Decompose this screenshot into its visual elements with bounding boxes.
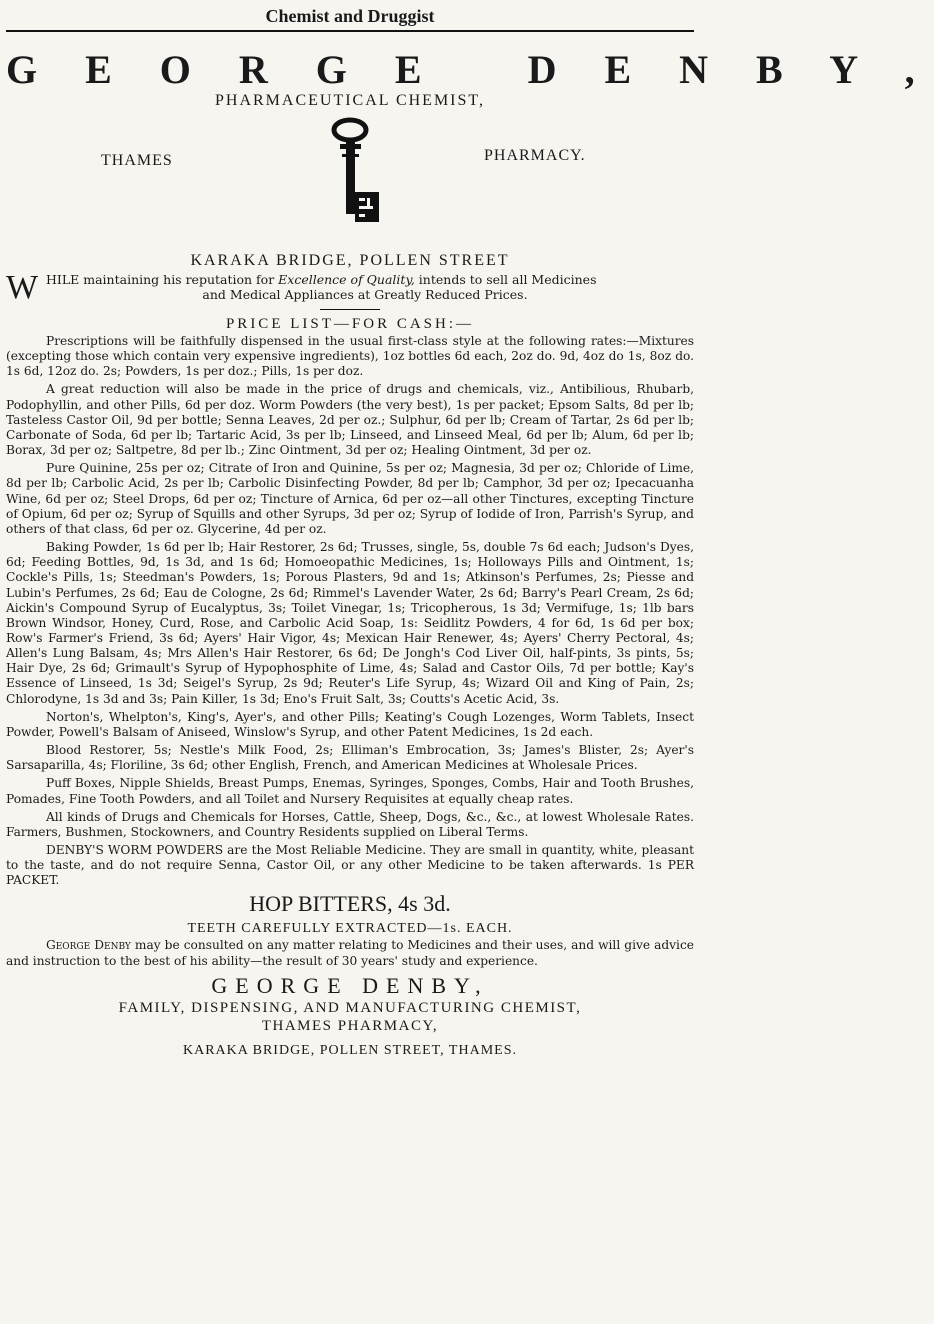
consultation-paragraph <box>6 938 694 968</box>
hop-bitters-line: HOP BITTERS, 4s 3d. <box>249 891 451 917</box>
footer-line-1: FAMILY, DISPENSING, AND MANUFACTURING CHEMIST, <box>118 999 582 1016</box>
sign-left-text: THAMES <box>101 152 173 169</box>
price-paragraph: Baking Powder, 1s 6d per lb; Hair Restorer, 2s 6d; Trusses, single, 5s, double 7s 6d each; Judson's Dyes, 6d; Feeding Bottles, 9d, 1s 3d, and 1s 6d; Homoeopathic Medicines, 1s; Holloways Pills and Ointment, 1s; Cockle's Pills, 1s; Steedman's Powders, 1s; Porous Plasters, 9d and 1s; Atkinson's Perfumes, 2s; Piesse and Lubin's Perfumes, 2s 6d; Eau de Cologne, 2s 6d; Rimmel's Lavender Water, 2s 6d; Barry's Pearl Cream, 2s 6d; Aickin's Compound Syrup of Eucalyptus, 3s; Toilet Vinegar, 1s; Tricopherous, 1s 3d; Vermifuge, 1s; 1lb bars Brown Windsor, Honey, Curd, Rose, and Carbolic Acid Soap, 1s: Seidlitz Powders, 4 for 6d, 1s 6d per box; Row's Farmer's Friend, 3s 6d; Ayers' Hair Vigor, 4s; Mexican Hair Renewer, 4s; Ayers' Cherry Pectoral, 4s; Allen's Lung Balsam, 4s; Mrs Allen's Hair Restorer, 6s 6d; De Jongh's Cod Liver Oil, half-pints, 3s pints, 5s; Hair Dye, 2s 6d; Grimault's Syrup of Hypophosphite of Lime, 4s; Salad and Castor Oils, 7d per bottle; Kay's Essence of Linseed, 1s 3d; Seigel's Syrup, 2s 9d; Reuter's Life Syrup, 4s; Wizard Oil and King of Pain, 2s; Chlorodyne, 1s 3d and 3s; Pain Killer, 1s 3d; Eno's Fruit Salt, 3s; Coutts's Acetic Acid, 3s. <box>6 540 694 706</box>
price-paragraph: Pure Quinine, 25s per oz; Citrate of Iron and Quinine, 5s per oz; Magnesia, 3d per oz; Chloride of Lime, 8d per lb; Carbolic Acid, 2s per lb; Carbolic Disinfecting Powder, 8d per lb; Camphor, 3d per oz; Ipecacuanha Wine, 6d per oz; Steel Drops, 6d per oz; Tincture of Arnica, 6d per oz—all other Tinctures, excepting Tincture of Opium, 6d per oz; Syrup of Squills and other Syrups, 3d per oz; Syrup of Iodide of Iron, Parrish's Syrup, and others of that class, 6d per oz. Glycerine, 4d per oz. <box>6 461 694 536</box>
price-paragraph: All kinds of Drugs and Chemicals for Horses, Cattle, Sheep, Dogs, &c., &c., at lowest Wholesale Rates. Farmers, Bushmen, Stockowners, and Country Residents supplied on Liberal Terms. <box>6 809 694 839</box>
teeth-extraction-line: TEETH CAREFULLY EXTRACTED—1s. EACH. <box>187 921 513 937</box>
key-icon <box>326 118 386 230</box>
price-paragraph: A great reduction will also be made in the price of drugs and chemicals, viz., Antibilious, Rhubarb, Podophyllin, and other Pills, 6d per doz. Worm Powders (the very best), 1s per packet; Epsom Salts, 8d per lb; Tasteless Castor Oil, 9d per bottle; Senna Leaves, 2d per oz.; Sulphur, 6d per lb; Cream of Tartar, 2s 6d per lb; Carbonate of Soda, 6d per lb; Tartaric Acid, 3s per lb; Linseed, and Linseed Meal, 6d per lb; Alum, 6d per lb; Borax, 3d per oz; Saltpetre, 8d per lb.; Zinc Ointment, 3d per oz; Healing Ointment, 3d per oz. <box>6 382 694 458</box>
footer-line-2: THAMES PHARMACY, <box>261 1017 439 1034</box>
price-paragraph: Blood Restorer, 5s; Nestle's Milk Food, 2s; Elliman's Embrocation, 3s; James's Blister, 2s; Ayer's Sarsaparilla, 4s; Floriline, 3s 6d; other English, French, and American Medicines at Wholesale Prices. <box>6 743 694 773</box>
intro-paragraph <box>6 269 694 306</box>
intro-line-1: HILE maintaining his reputation for Excellence of Quality, intends to sell all Medicines <box>46 272 597 287</box>
key-sign-row <box>6 110 694 230</box>
price-list-heading: PRICE LIST—FOR CASH:— <box>225 316 475 332</box>
price-paragraph: Prescriptions will be faithfully dispensed in the usual first-class style at the following rates:—Mixtures (excepting those which contain very expensive ingredients), 1oz bottles 6d each, 2oz do. 9d, 4oz do 1s, 8oz do. 1s 6d, 12oz do. 2s; Powders, 1s per doz.; Pills, 1s per doz. <box>6 334 694 379</box>
section-rule <box>320 309 380 310</box>
advert-subtitle: PHARMACEUTICAL CHEMIST, <box>214 92 485 109</box>
sign-right-text: PHARMACY. <box>484 147 586 164</box>
drop-cap: W <box>6 269 39 306</box>
header-rule <box>6 30 694 32</box>
price-paragraph: Puff Boxes, Nipple Shields, Breast Pumps, Enemas, Syringes, Sponges, Combs, Hair and Tooth Brushes, Pomades, Fine Tooth Powders, and all Toilet and Nursery Requisites at equally cheap rates. <box>6 776 694 806</box>
advert-title: G E O R G E D E N B Y , <box>6 47 934 92</box>
intro-line-2: and Medical Appliances at Greatly Reduced Prices. <box>202 287 528 302</box>
shop-address: KARAKA BRIDGE, POLLEN STREET <box>190 252 510 269</box>
consult-text: may be consulted on any matter relating to Medicines and their uses, and will give advice and instruction to the best of his ability—the result of 30 years' study and experience. <box>6 938 694 968</box>
price-list-body <box>6 334 694 888</box>
price-paragraph: DENBY'S WORM POWDERS are the Most Reliable Medicine. They are small in quantity, white, pleasant to the taste, and do not require Senna, Castor Oil, or any other Medicine to be taken afterwards. 1s PER PACKET. <box>6 843 694 888</box>
page-header: Chemist and Druggist <box>265 6 435 26</box>
price-paragraph: Norton's, Whelpton's, King's, Ayer's, and other Pills; Keating's Cough Lozenges, Worm Tablets, Insect Powder, Powell's Balsam of Aniseed, Winslow's Syrup, and other Patent Medicines, 1s 2d each. <box>6 709 694 739</box>
footer-name: GEORGE DENBY, <box>211 972 489 998</box>
consult-name: George Denby <box>46 938 131 953</box>
footer-address: KARAKA BRIDGE, POLLEN STREET, THAMES. <box>183 1042 517 1058</box>
